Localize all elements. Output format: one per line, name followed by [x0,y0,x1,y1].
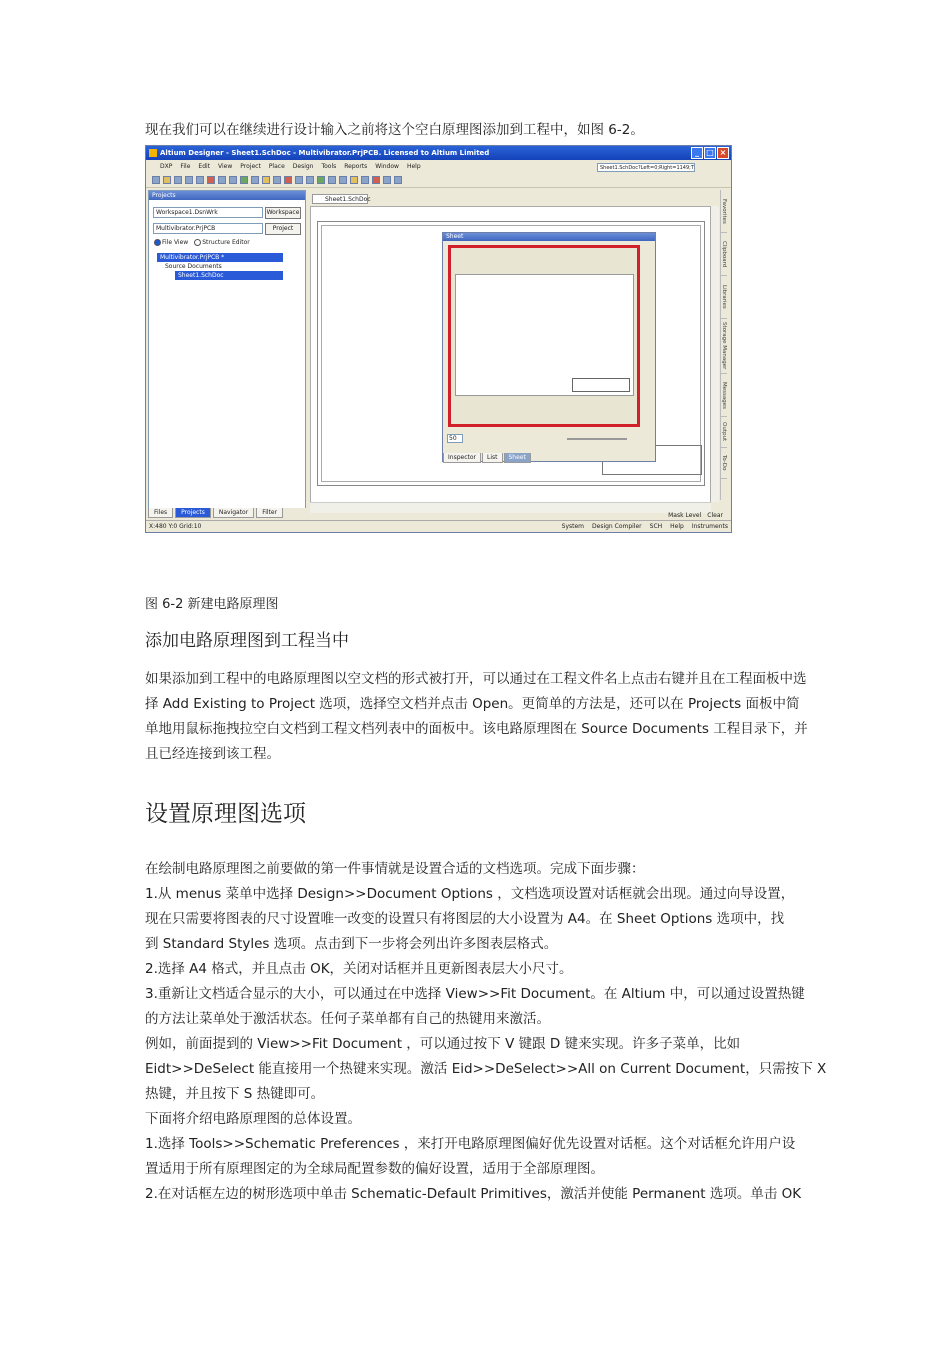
menu-place[interactable]: Place [268,163,285,170]
text-line: 例如，前面提到的 View>>Fit Document ，可以通过按下 V 键跟 D 键来实现。许多子菜单，比如 [145,1036,741,1052]
port-icon[interactable] [317,176,325,184]
pin-icon[interactable] [350,176,358,184]
workspace-button[interactable]: Workspace [265,207,301,219]
sheet-viewport-box[interactable] [448,245,640,427]
project-tree [157,253,283,280]
menu-help[interactable]: Help [406,163,421,170]
tab-projects[interactable]: Projects [175,508,211,518]
menu-tools[interactable]: Tools [321,163,337,170]
window-title: Altium Designer - Sheet1.SchDoc - Multivibrator.PrjPCB. Licensed to Altium Limited [160,149,490,157]
tab-filter[interactable]: Filter [256,508,283,518]
location-combo[interactable]: Sheet1.SchDoc?Left=0;Right=1149;T [597,163,695,172]
paragraph-1: 如果添加到工程中的电路原理图以空文档的形式被打开，可以通过在工程文件名上点击右键并且在工程面板中选择 Add Existing to Project 选项，选择空文档并点击 Open。更简单的方法是，还可以在 Projects 面板中简单地用鼠标拖拽拉空白文档到工程文档列表中的面板中。该电路原理图在 Source Documents 工程目录下，并且已经连接到该工程。 [145,671,808,762]
tree-folder[interactable]: Source Documents [165,263,222,270]
text-line: 3.重新让文档适合显示的大小，可以通过在中选择 View>>Fit Document。在 Altium 中，可以通过设置热键 [145,986,805,1002]
status-bar [146,520,731,532]
side-tab-messages[interactable]: Messages [721,374,727,417]
new-icon[interactable] [152,176,160,184]
text-line: 的方法让菜单处于激活状态。任何子菜单都有自己的热键用来激活。 [145,1011,550,1027]
bus-icon[interactable] [251,176,259,184]
projects-panel-title: Projects [149,191,305,200]
redo-icon[interactable] [306,176,314,184]
text-line: 2.选择 A4 格式，并且点击 OK，关闭对话框并且更新图表层大小尺寸。 [145,961,573,977]
menu-dxp[interactable]: DXP [160,163,173,170]
panel-tabs [148,508,306,518]
cut-icon[interactable] [207,176,215,184]
zoom-slider[interactable] [567,438,627,440]
file-view-radio[interactable]: File View [154,239,188,246]
menu-reports[interactable]: Reports [344,163,368,170]
tab-files[interactable]: Files [148,508,173,518]
vertical-scrollbar[interactable] [711,206,719,502]
project-button[interactable]: Project [265,223,301,235]
junction-icon[interactable] [339,176,347,184]
figure-caption: 图 6-2 新建电路原理图 [145,597,279,612]
section-heading: 设置原理图选项 [145,801,306,827]
text-line: Eidt>>DeSelect 能直接用一个热键来实现。激活 Eid>>DeSelect>>All on Current Document，只需按下 X [145,1061,827,1077]
project-field[interactable]: Multivibrator.PrjPCB [153,223,263,234]
text-line: 到 Standard Styles 选项。点击到下一步将会列出许多图表层格式。 [145,936,558,952]
print-icon[interactable] [185,176,193,184]
status-help[interactable]: Help [670,523,684,530]
zoom-field[interactable]: 50 [447,434,463,443]
tree-project[interactable]: Multivibrator.PrjPCB * [157,253,283,262]
intro-text: 现在我们可以在继续进行设计输入之前将这个空白原理图添加到工程中，如图 6-2。 [145,122,644,138]
status-design-compiler[interactable]: Design Compiler [592,523,642,530]
side-tab-libraries[interactable]: Libraries [721,276,727,319]
undo-icon[interactable] [295,176,303,184]
tree-document[interactable]: Sheet1.SchDoc [175,271,283,280]
text-line: 1.从 menus 菜单中选择 Design>>Document Options ，文档选项设置对话框就会出现。通过向导设置， [145,886,795,902]
polygon-icon[interactable] [394,176,402,184]
text-line: 热键，并且按下 S 热键即可。 [145,1086,325,1102]
altium-screenshot [145,145,732,533]
net-label-icon[interactable] [262,176,270,184]
wire-icon[interactable] [240,176,248,184]
line-icon[interactable] [383,176,391,184]
projects-panel [148,190,306,518]
text-line: 在绘制电路原理图之前要做的第一件事情就是设置合适的文档选项。完成下面步骤： [145,861,645,877]
structure-editor-radio[interactable]: Structure Editor [194,239,250,246]
clear-button[interactable]: Clear [707,512,723,519]
side-tab-todo[interactable]: To-Do [721,448,727,479]
sheet-symbol-icon[interactable] [328,176,336,184]
maximize-button[interactable]: □ [704,147,716,159]
power-icon[interactable] [273,176,281,184]
text-line: 1.选择 Tools>>Schematic Preferences ，来打开电路原理图偏好优先设置对话框。这个对话框允许用户设 [145,1136,796,1152]
minimize-button[interactable]: _ [691,147,703,159]
steps-text [145,857,827,1207]
document-tab[interactable]: Sheet1.SchDoc [312,194,368,204]
menu-file[interactable]: File [180,163,191,170]
sheet-panel [442,232,656,462]
status-sch[interactable]: SCH [649,523,663,530]
window-titlebar [146,146,731,160]
side-tab-favorites[interactable]: Favorites [721,190,727,233]
copy-icon[interactable] [218,176,226,184]
status-instruments[interactable]: Instruments [691,523,728,530]
no-erc-icon[interactable] [372,176,380,184]
preview-title-block [572,378,630,392]
tab-list[interactable]: List [482,453,503,463]
text-icon[interactable] [361,176,369,184]
save-icon[interactable] [174,176,182,184]
text-line: 下面将介绍电路原理图的总体设置。 [145,1111,361,1127]
text-line: 置适用于所有原理图定的为全球局配置参数的偏好设置，适用于全部原理图。 [145,1161,604,1177]
text-line: 现在只需要将图表的尺寸设置唯一改变的设置只有将图层的大小设置为 A4。在 Sheet Options 选项中，找 [145,911,785,927]
app-icon [149,149,157,157]
menu-edit[interactable]: Edit [198,163,211,170]
status-system[interactable]: System [561,523,585,530]
main-toolbar [146,174,731,188]
subheading: 添加电路原理图到工程当中 [145,631,349,651]
menu-project[interactable]: Project [240,163,261,170]
close-button[interactable]: × [717,147,729,159]
tab-sheet[interactable]: Sheet [504,453,531,463]
part-icon[interactable] [284,176,292,184]
text-line: 2.在对话框左边的树形选项中单击 Schematic-Default Primitives，激活并使能 Permanent 选项。单击 OK [145,1186,802,1202]
menu-view[interactable]: View [218,163,233,170]
zoom-icon[interactable] [196,176,204,184]
side-tab-output[interactable]: Output [721,417,727,448]
sheet-preview [455,274,634,396]
workspace-dropdown[interactable]: Workspace1.DsnWrk [153,207,263,218]
tab-inspector[interactable]: Inspector [443,453,481,463]
sheet-panel-title: Sheet [443,233,655,241]
tab-navigator[interactable]: Navigator [213,508,254,518]
horizontal-scrollbar[interactable] [310,502,711,513]
cursor-status: X:480 Y:0 Grid:10 [149,523,202,530]
side-tabs [720,190,732,500]
open-icon[interactable] [163,176,171,184]
side-tab-storage-manager[interactable]: Storage Manager [721,319,727,374]
menu-design[interactable]: Design [292,163,314,170]
mask-level-button[interactable]: Mask Level [668,512,702,519]
paste-icon[interactable] [229,176,237,184]
menu-window[interactable]: Window [375,163,399,170]
side-tab-clipboard[interactable]: Clipboard [721,233,727,276]
